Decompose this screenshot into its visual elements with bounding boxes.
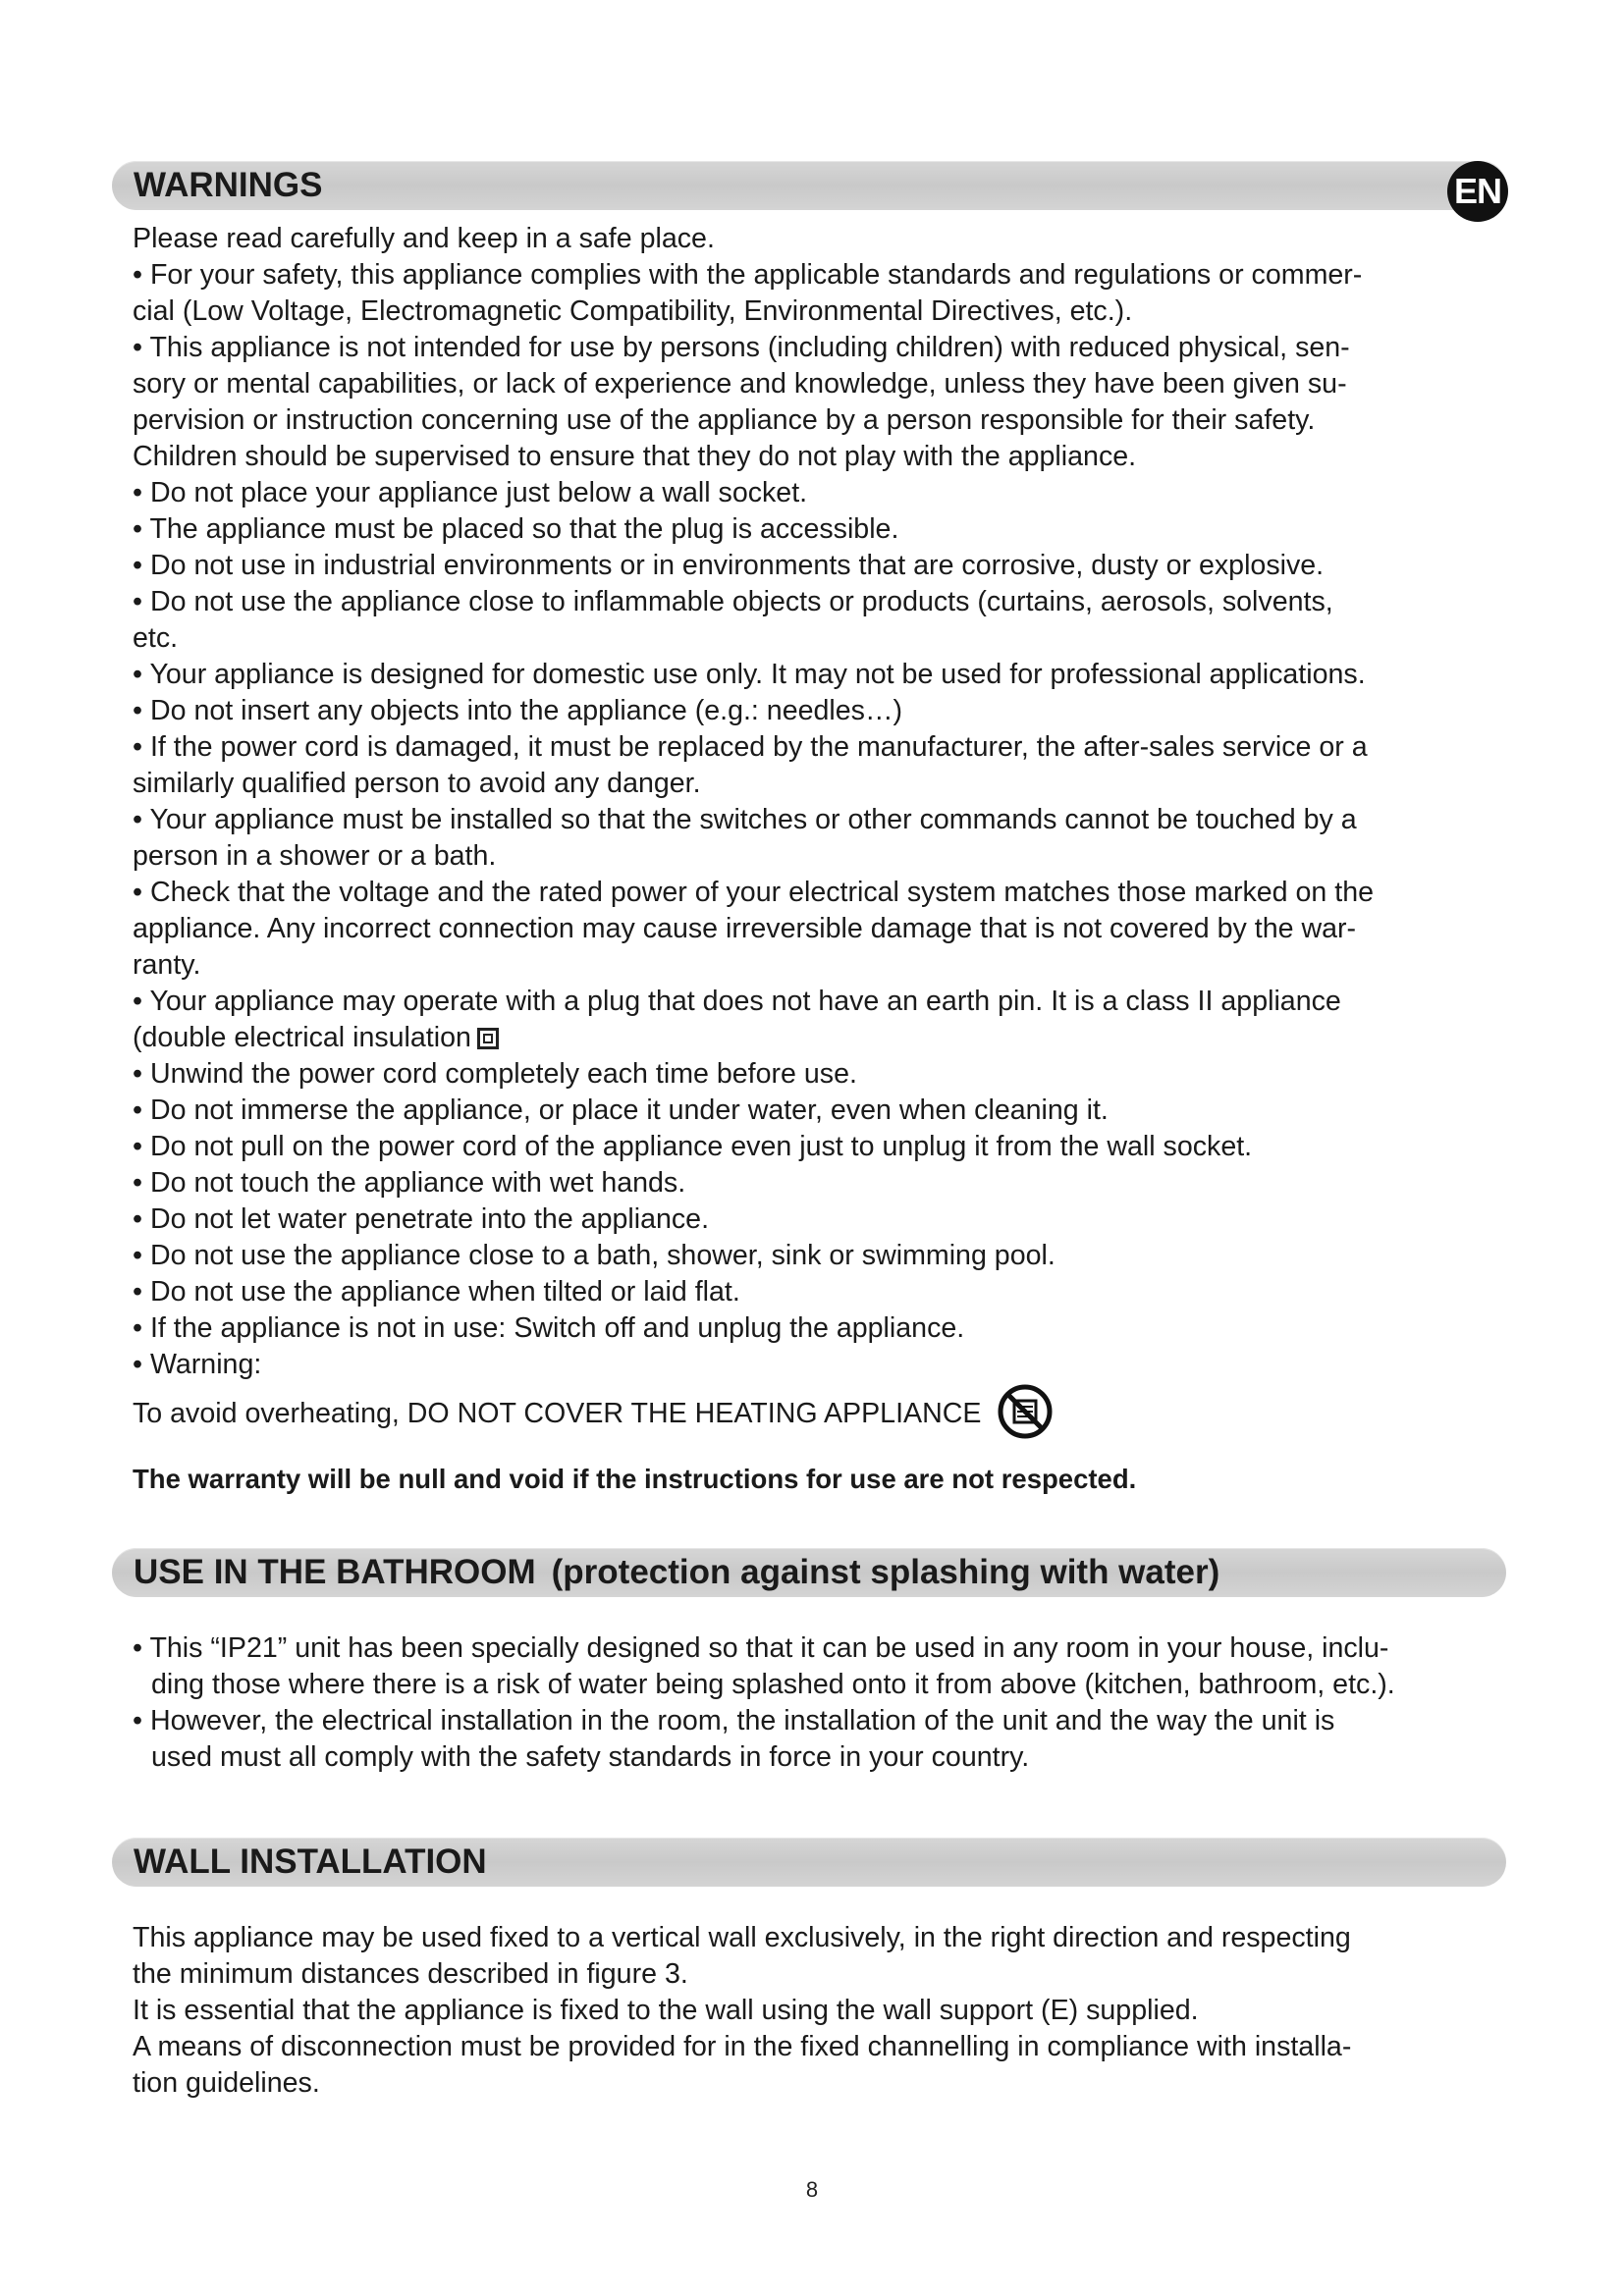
warnings-line: etc.: [133, 622, 179, 654]
warnings-line: • If the power cord is damaged, it must be replaced by the manufacturer, the after-sales service or a: [133, 731, 1368, 763]
do-not-cover-icon: [997, 1383, 1054, 1440]
language-badge: EN: [1447, 161, 1508, 222]
warnings-line: • Your appliance may operate with a plug that does not have an earth pin. It is a class II appliance: [133, 986, 1341, 1017]
wall-line: tion guidelines.: [133, 2067, 320, 2099]
overheat-text: To avoid overheating, DO NOT COVER THE HEATING APPLIANCE: [133, 1398, 982, 1429]
warnings-line: Please read carefully and keep in a safe place.: [133, 223, 715, 254]
wall-line: It is essential that the appliance is fixed to the wall using the wall support (E) supplied.: [133, 1995, 1199, 2026]
bathroom-line: used must all comply with the safety standards in force in your country.: [151, 1741, 1030, 1773]
warnings-line: • If the appliance is not in use: Switch off and unplug the appliance.: [133, 1312, 965, 1344]
class-ii-insulation-icon: [477, 1028, 499, 1049]
wall-line: the minimum distances described in figure 3.: [133, 1958, 688, 1990]
spacer: [133, 1440, 1527, 1461]
wall-line: A means of disconnection must be provided for in the fixed channelling in compliance with installa-: [133, 2031, 1352, 2062]
warnings-line: • Do not immerse the appliance, or place it under water, even when cleaning it.: [133, 1095, 1109, 1126]
warnings-line: • For your safety, this appliance complies with the applicable standards and regulations or commer-: [133, 259, 1363, 291]
bathroom-line: ding those where there is a risk of water being splashed onto it from above (kitchen, bathroom, etc.).: [151, 1669, 1395, 1700]
warnings-line: • Warning:: [133, 1349, 262, 1380]
bathroom-title-sub: (protection against splashing with water): [551, 1553, 1220, 1591]
warnings-header-bar: [112, 161, 1506, 210]
warnings-line: • This appliance is not intended for use by persons (including children) with reduced physical, sen-: [133, 332, 1350, 363]
warnings-line: • Do not touch the appliance with wet hands.: [133, 1167, 686, 1199]
wall-line: This appliance may be used fixed to a vertical wall exclusively, in the right direction and respecting: [133, 1922, 1351, 1953]
class2-line: [133, 1020, 1527, 1056]
warnings-line: • Do not let water penetrate into the appliance.: [133, 1203, 710, 1235]
warnings-line: cial (Low Voltage, Electromagnetic Compatibility, Environmental Directives, etc.).: [133, 295, 1133, 327]
warnings-line: Children should be supervised to ensure that they do not play with the appliance.: [133, 441, 1137, 472]
warnings-line: person in a shower or a bath.: [133, 840, 497, 872]
warnings-line: • The appliance must be placed so that the plug is accessible.: [133, 513, 899, 545]
wall-header-bar: [112, 1838, 1506, 1887]
warnings-line: • Do not use the appliance when tilted or laid flat.: [133, 1276, 740, 1308]
warnings-title: WARNINGS: [134, 166, 323, 204]
warnings-line: • Do not use the appliance close to inflammable objects or products (curtains, aerosols, solvents,: [133, 586, 1333, 617]
warnings-line: • Check that the voltage and the rated power of your electrical system matches those marked on the: [133, 877, 1375, 908]
wall-title: WALL INSTALLATION: [134, 1842, 487, 1881]
warnings-line: • Do not insert any objects into the appliance (e.g.: needles…): [133, 695, 903, 726]
bathroom-title-main: USE IN THE BATHROOM: [134, 1553, 536, 1591]
warnings-line: • Your appliance is designed for domestic use only. It may not be used for professional applications.: [133, 659, 1366, 690]
wall-body: [133, 1920, 1527, 2102]
bathroom-title: [134, 1548, 1219, 1597]
warnings-line: sory or mental capabilities, or lack of experience and knowledge, unless they have been given su-: [133, 368, 1347, 400]
warranty-notice: The warranty will be null and void if the instructions for use are not respected.: [133, 1464, 1137, 1494]
bathroom-body: [133, 1630, 1527, 1776]
warnings-line: • Do not use the appliance close to a bath, shower, sink or swimming pool.: [133, 1240, 1056, 1271]
warnings-line: • Your appliance must be installed so that the switches or other commands cannot be touched by a: [133, 804, 1357, 835]
warnings-line: ranty.: [133, 949, 201, 981]
warnings-line: pervision or instruction concerning use of the appliance by a person responsible for their safety.: [133, 404, 1316, 436]
overheat-line: [133, 1383, 1527, 1440]
bathroom-header-bar: [112, 1548, 1506, 1597]
warnings-line: • Do not use in industrial environments or in environments that are corrosive, dusty or explosive.: [133, 550, 1325, 581]
warnings-body: [133, 221, 1527, 1497]
page-number: 8: [805, 2177, 819, 2202]
warnings-line: • Do not place your appliance just below a wall socket.: [133, 477, 808, 508]
warnings-line: • Unwind the power cord completely each time before use.: [133, 1058, 857, 1090]
class2-text: (double electrical insulation: [133, 1022, 471, 1053]
warnings-line: appliance. Any incorrect connection may cause irreversible damage that is not covered by the war-: [133, 913, 1357, 944]
bathroom-line: • This “IP21” unit has been specially designed so that it can be used in any room in your house, inclu-: [133, 1632, 1389, 1664]
warnings-line: similarly qualified person to avoid any danger.: [133, 768, 701, 799]
bathroom-line: • However, the electrical installation in the room, the installation of the unit and the way the unit is: [133, 1705, 1335, 1736]
warnings-line: • Do not pull on the power cord of the appliance even just to unplug it from the wall socket.: [133, 1131, 1253, 1162]
